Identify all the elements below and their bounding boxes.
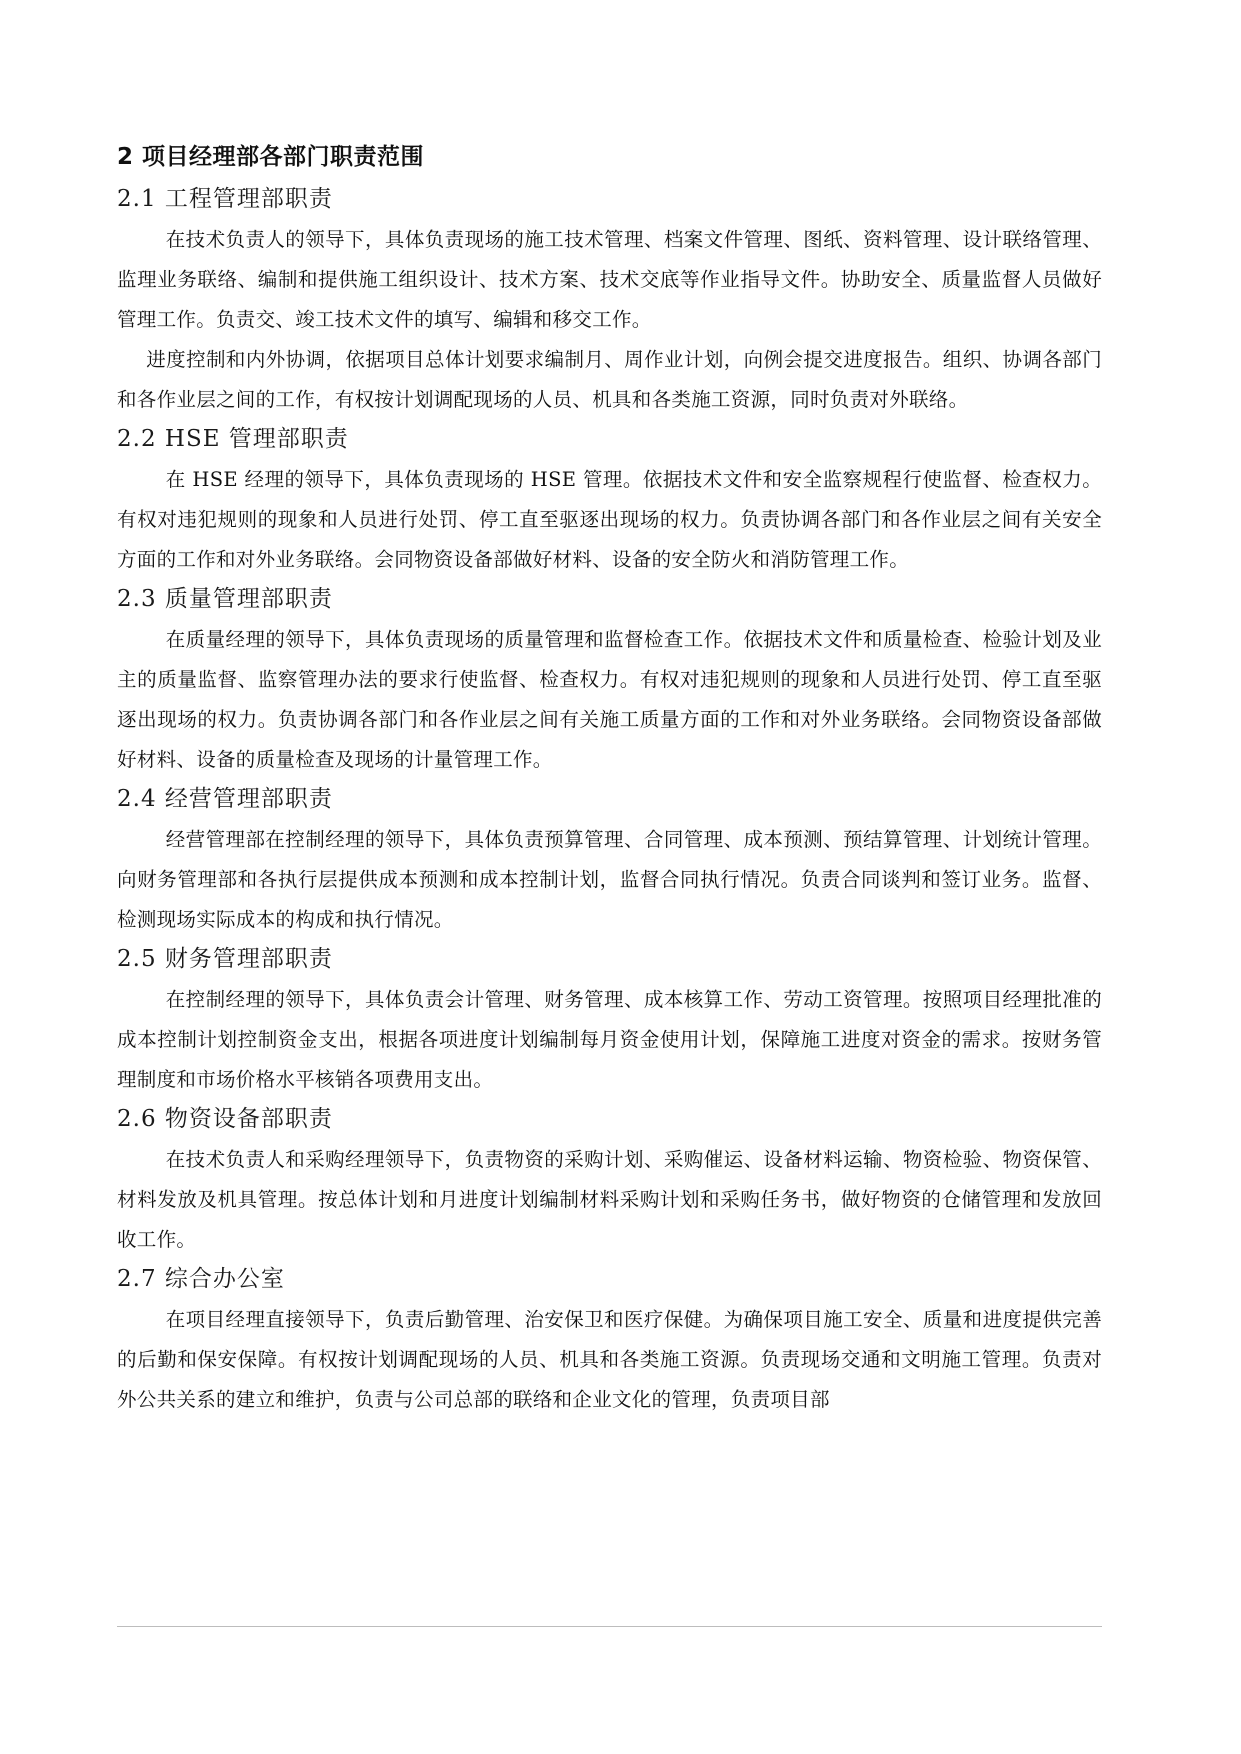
section-2-1-paragraph-1: 在技术负责人的领导下，具体负责现场的施工技术管理、档案文件管理、图纸、资料管理、设计联络管理、监理业务联络、编制和提供施工组织设计、技术方案、技术交底等作业指导文件。协助安全、质量监督人员做好管理工作。负责交、竣工技术文件的填写、编辑和移交工作。 xyxy=(117,228,1102,331)
section-heading-2-2: 2.2 HSE 管理部职责 xyxy=(117,426,349,452)
section-heading-2-4: 2.4 经营管理部职责 xyxy=(117,786,333,812)
section-2-6-paragraph-1: 在技术负责人和采购经理领导下，负责物资的采购计划、采购催运、设备材料运输、物资检验、物资保管、材料发放及机具管理。按总体计划和月进度计划编制材料采购计划和采购任务书，做好物资的仓储管理和发放回收工作。 xyxy=(117,1148,1102,1251)
section-2-1-paragraph-2: 进度控制和内外协调，依据项目总体计划要求编制月、周作业计划，向例会提交进度报告。组织、协调各部门和各作业层之间的工作，有权按计划调配现场的人员、机具和各类施工资源，同时负责对外联络。 xyxy=(117,348,1102,411)
document-page xyxy=(117,140,1102,1420)
section-heading-2-5: 2.5 财务管理部职责 xyxy=(117,946,333,972)
section-heading-2-7: 2.7 综合办公室 xyxy=(117,1266,285,1292)
section-2-2-paragraph-1: 在 HSE 经理的领导下，具体负责现场的 HSE 管理。依据技术文件和安全监察规程行使监督、检查权力。有权对违犯规则的现象和人员进行处罚、停工直至驱逐出现场的权力。负责协调各部门和各作业层之间有关安全方面的工作和对外业务联络。会同物资设备部做好材料、设备的安全防火和消防管理工作。 xyxy=(117,468,1102,571)
section-2-7-paragraph-1: 在项目经理直接领导下，负责后勤管理、治安保卫和医疗保健。为确保项目施工安全、质量和进度提供完善的后勤和保安保障。有权按计划调配现场的人员、机具和各类施工资源。负责现场交通和文明施工管理。负责对外公共关系的建立和维护，负责与公司总部的联络和企业文化的管理，负责项目部 xyxy=(117,1308,1102,1411)
section-2-4-paragraph-1: 经营管理部在控制经理的领导下，具体负责预算管理、合同管理、成本预测、预结算管理、计划统计管理。向财务管理部和各执行层提供成本预测和成本控制计划，监督合同执行情况。负责合同谈判和签订业务。监督、检测现场实际成本的构成和执行情况。 xyxy=(117,828,1102,931)
document-title: 2 项目经理部各部门职责范围 xyxy=(117,144,425,170)
section-2-3-paragraph-1: 在质量经理的领导下，具体负责现场的质量管理和监督检查工作。依据技术文件和质量检查、检验计划及业主的质量监督、监察管理办法的要求行使监督、检查权力。有权对违犯规则的现象和人员进行处罚、停工直至驱逐出现场的权力。负责协调各部门和各作业层之间有关施工质量方面的工作和对外业务联络。会同物资设备部做好材料、设备的质量检查及现场的计量管理工作。 xyxy=(117,628,1102,771)
section-heading-2-3: 2.3 质量管理部职责 xyxy=(117,586,333,612)
section-2-5-paragraph-1: 在控制经理的领导下，具体负责会计管理、财务管理、成本核算工作、劳动工资管理。按照项目经理批准的成本控制计划控制资金支出，根据各项进度计划编制每月资金使用计划，保障施工进度对资金的需求。按财务管理制度和市场价格水平核销各项费用支出。 xyxy=(117,988,1102,1091)
section-heading-2-6: 2.6 物资设备部职责 xyxy=(117,1106,333,1132)
footer-divider xyxy=(117,1626,1102,1627)
section-heading-2-1: 2.1 工程管理部职责 xyxy=(117,186,333,212)
